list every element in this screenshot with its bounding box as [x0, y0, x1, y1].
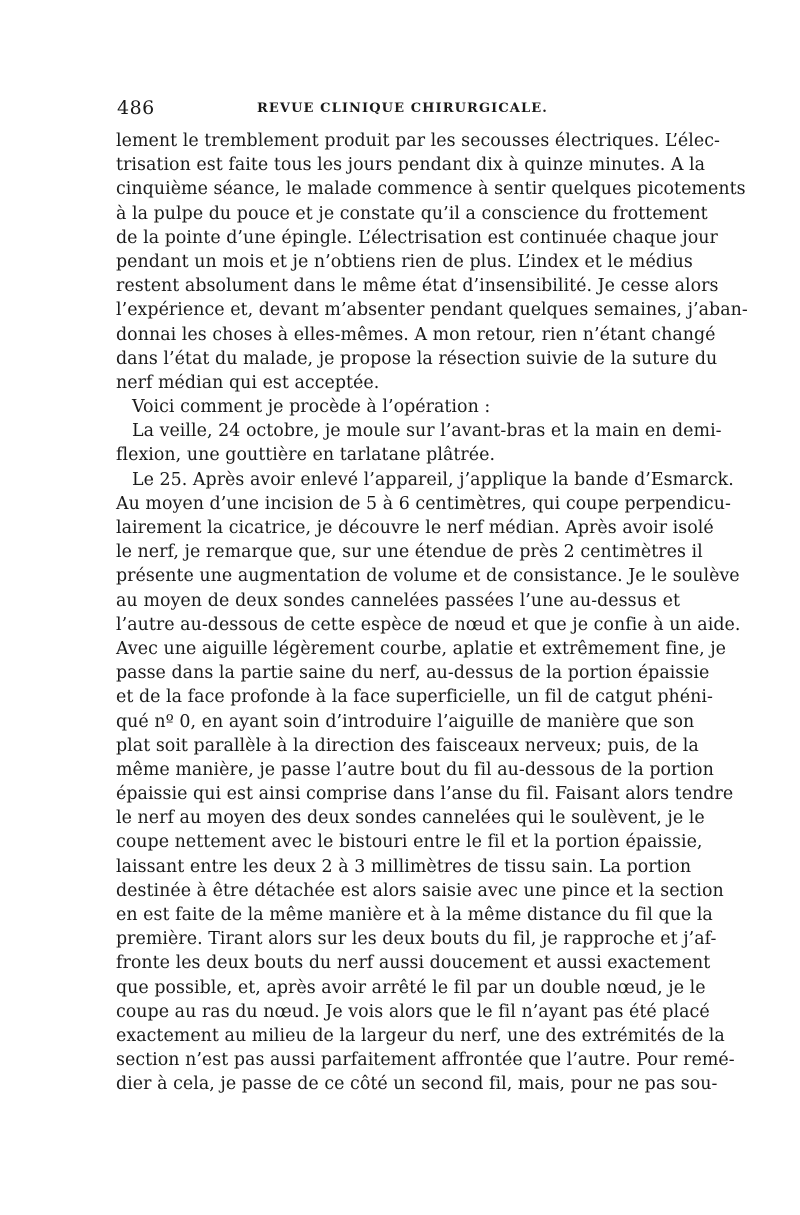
text-line: dier à cela, je passe de ce côté un second fil, mais, pour ne pas sou- — [116, 1074, 718, 1095]
text-line: l’autre au-dessous de cette espèce de nœud et que je confie à un aide. — [116, 614, 741, 635]
text-line: fronte les deux bouts du nerf aussi doucement et aussi exactement — [116, 953, 711, 974]
page-number: 486 — [117, 97, 155, 119]
text-line: et de la face profonde à la face superficielle, un fil de catgut phéni- — [116, 687, 713, 708]
text-line: pendant un mois et je n’obtiens rien de plus. L’index et le médius — [116, 251, 693, 272]
text-line: destinée à être détachée est alors saisie avec une pince et la section — [116, 880, 724, 901]
running-title: REVUE CLINIQUE CHIRURGICALE. — [257, 101, 548, 116]
text-line: restent absolument dans le même état d’insensibilité. Je cesse alors — [116, 276, 719, 297]
text-line: cinquième séance, le malade commence à sentir quelques picotements — [116, 179, 746, 200]
text-line: le nerf, je remarque que, sur une étendue de près 2 centimètres il — [116, 542, 703, 563]
text-line: section n’est pas aussi parfaitement affrontée que l’autre. Pour remé- — [116, 1050, 735, 1071]
text-line: dans l’état du malade, je propose la résection suivie de la suture du — [116, 348, 718, 369]
body-text — [116, 129, 748, 1097]
text-line: trisation est faite tous les jours pendant dix à quinze minutes. A la — [116, 155, 706, 176]
text-line: le nerf au moyen des deux sondes cannelées qui le soulèvent, je le — [116, 808, 705, 829]
text-line: présente une augmentation de volume et de consistance. Je le soulève — [116, 566, 740, 587]
text-line: Voici comment je procède à l’opération : — [132, 397, 491, 418]
text-line: première. Tirant alors sur les deux bouts du fil, je rapproche et j’af- — [116, 929, 717, 950]
text-line: La veille, 24 octobre, je moule sur l’avant-bras et la main en demi- — [132, 421, 722, 442]
text-line: plat soit parallèle à la direction des faisceaux nerveux; puis, de la — [116, 735, 699, 756]
text-line: Avec une aiguille légèrement courbe, aplatie et extrêmement fine, je — [116, 638, 727, 659]
text-line: coupe nettement avec le bistouri entre le fil et la portion épaissie, — [116, 832, 703, 853]
text-line: exactement au milieu de la largeur du nerf, une des extrémités de la — [116, 1025, 725, 1046]
text-line: même manière, je passe l’autre bout du fil au-dessous de la portion — [116, 759, 714, 780]
text-line: qué nº 0, en ayant soin d’introduire l’aiguille de manière que son — [116, 711, 695, 732]
text-line: laissant entre les deux 2 à 3 millimètres de tissu sain. La portion — [116, 856, 692, 877]
text-line: flexion, une gouttière en tarlatane plâtrée. — [116, 445, 496, 466]
running-head — [117, 97, 697, 127]
text-line: que possible, et, après avoir arrêté le fil par un double nœud, je le — [116, 977, 706, 998]
text-line: lairement la cicatrice, je découvre le nerf médian. Après avoir isolé — [116, 518, 714, 538]
text-line: coupe au ras du nœud. Je vois alors que le fil n’ayant pas été placé — [116, 1001, 710, 1022]
text-line: l’expérience et, devant m’absenter pendant quelques semaines, j’aban- — [116, 300, 748, 321]
text-line: épaissie qui est ainsi comprise dans l’anse du fil. Faisant alors tendre — [116, 784, 734, 805]
text-line: Au moyen d’une incision de 5 à 6 centimètres, qui coupe perpendicu- — [116, 493, 731, 514]
text-line: à la pulpe du pouce et je constate qu’il a conscience du frottement — [116, 203, 708, 224]
text-line: donnai les choses à elles-mêmes. A mon retour, rien n’étant changé — [116, 324, 716, 345]
text-line: Le 25. Après avoir enlevé l’appareil, j’applique la bande d’Esmarck. — [132, 469, 734, 490]
text-line: au moyen de deux sondes cannelées passées l’une au-dessus et — [116, 590, 680, 611]
text-line: passe dans la partie saine du nerf, au-dessus de la portion épaissie — [116, 663, 710, 684]
text-line: nerf médian qui est acceptée. — [116, 372, 380, 393]
text-line: de la pointe d’une épingle. L’électrisation est continuée chaque jour — [116, 227, 718, 248]
text-line: en est faite de la même manière et à la même distance du fil que la — [116, 905, 713, 925]
text-line: lement le tremblement produit par les secousses électriques. L’élec- — [116, 131, 720, 151]
